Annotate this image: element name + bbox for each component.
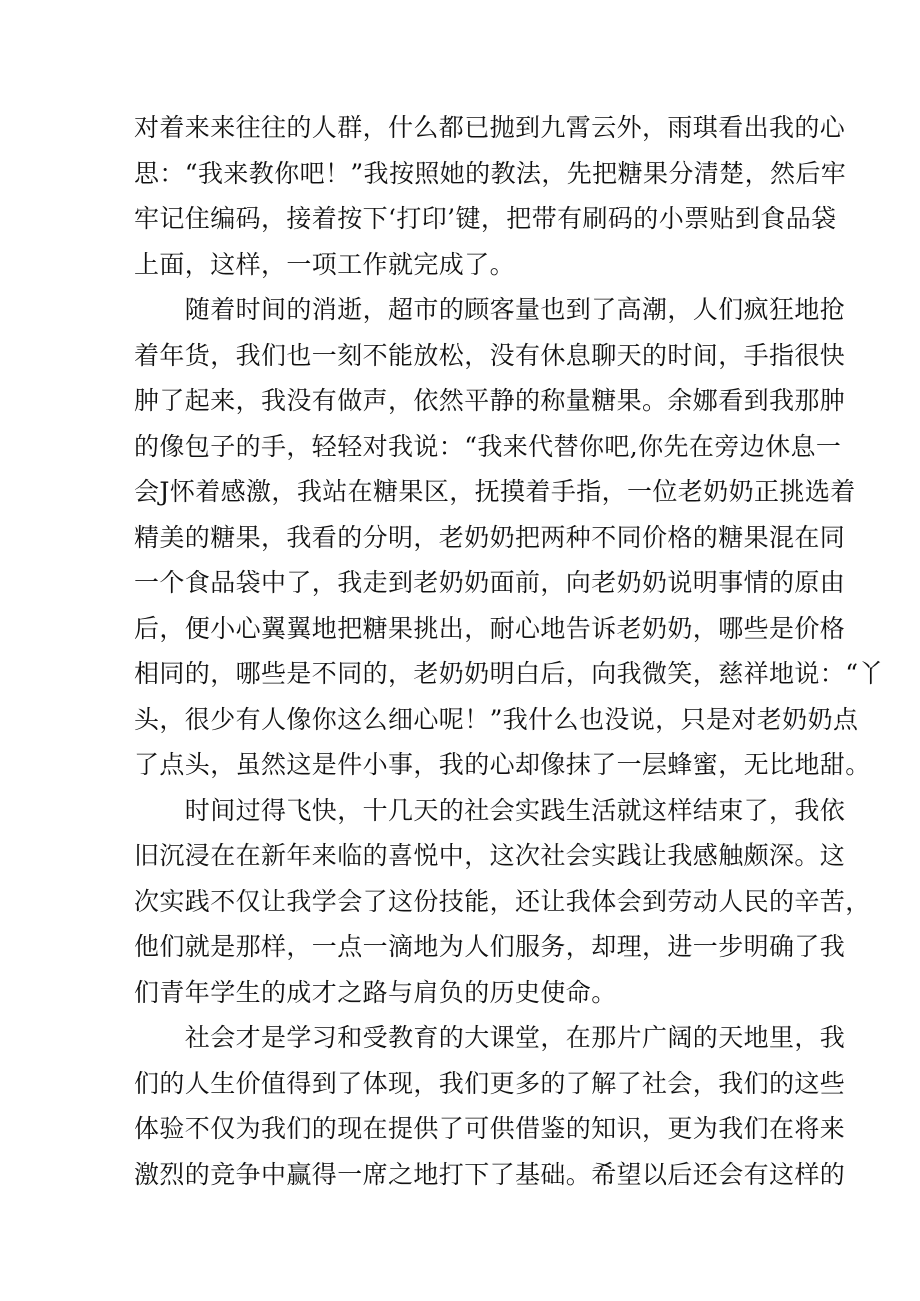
text-line: 社会才是学习和受教育的大课堂，在那片广阔的天地里，我 [134, 1023, 846, 1052]
text-line: 们青年学生的成才之路与肩负的历史使命。 [134, 977, 617, 1007]
text-line: 他们就是那样，一点一滴地为人们服务，却理，进一步明确了我 [134, 932, 846, 961]
text-line: 着年货，我们也一刻不能放松，没有休息聊天的时间，手指很快 [134, 340, 846, 370]
text-line: 对着来来往往的人群，什么都已抛到九霄云外，雨琪看出我的心 [134, 113, 846, 142]
text-line: 肿了起来，我没有做声，依然平静的称量糖果。余娜看到我那肿 [134, 386, 846, 415]
text-line: 牢记住编码，接着按下‘打印’键，把带有刷码的小票贴到食品袋 [134, 204, 837, 233]
text-line: 体验不仅为我们的现在提供了可供借鉴的知识，更为我们在将来 [134, 1114, 846, 1143]
text-line: 相同的，哪些是不同的，老奶奶明白后，向我微笑，慈祥地说：“丫 [134, 659, 884, 688]
text-line: 精美的糖果，我看的分明，老奶奶把两种不同价格的糖果混在同 [134, 522, 846, 552]
text-line: 们的人生价值得到了体现，我们更多的了解了社会，我们的这些 [134, 1068, 846, 1098]
text-line: 上面，这样，一项工作就完成了。 [134, 249, 516, 279]
text-line: 随着时间的消逝，超市的顾客量也到了高潮，人们疯狂地抢 [134, 295, 846, 324]
text-line: 后，便小心翼翼地把糖果挑出，耐心地告诉老奶奶，哪些是价格 [134, 613, 846, 643]
text-line: 次实践不仅让我学会了这份技能，还让我体会到劳动人民的辛苦， [134, 886, 871, 916]
text-line: 的像包子的手，轻轻对我说：“我来代替你吧,你先在旁边休息一 [134, 431, 842, 461]
text-line: 会J怀着感激，我站在糖果区，抚摸着手指，一位老奶奶正挑选着 [134, 477, 856, 506]
text-line: 头，很少有人像你这么细心呢！”我什么也没说，只是对老奶奶点 [134, 704, 859, 734]
text-line: 一个食品袋中了，我走到老奶奶面前，向老奶奶说明事情的原由 [134, 568, 846, 597]
text-line: 旧沉浸在在新年来临的喜悦中，这次社会实践让我感触颇深。这 [134, 841, 846, 870]
document-body [134, 105, 884, 1197]
text-line: 思：“我来教你吧！”我按照她的教法，先把糖果分清楚，然后牢 [134, 158, 847, 188]
text-line: 时间过得飞快，十几天的社会实践生活就这样结束了，我依 [134, 795, 846, 825]
text-line: 激烈的竞争中赢得一席之地打下了基础。希望以后还会有这样的 [134, 1159, 846, 1189]
text-line: 了点头，虽然这是件小事，我的心却像抹了一层蜂蜜，无比地甜。 [134, 750, 871, 779]
